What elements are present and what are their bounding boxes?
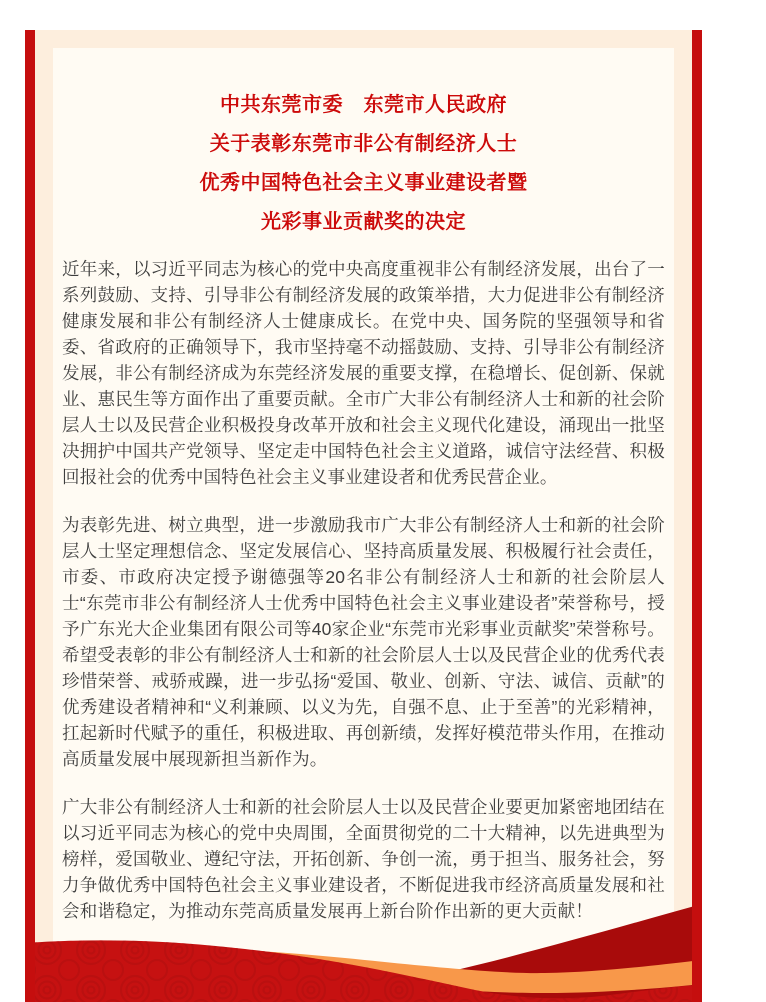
- body-paragraph-2: 为表彰先进、树立典型，进一步激励我市广大非公有制经济人士和新的社会阶层人士坚定理想信念、坚定发展信心、坚持高质量发展、积极履行社会责任，市委、市政府决定授予谢德强等20名非公有制经济人士和新的社会阶层人士“东莞市非公有制经济人士优秀中国特色社会主义事业建设者”荣誉称号，授予广东光大企业集团有限公司等40家企业“东莞市光彩事业贡献奖”荣誉称号。希望受表彰的非公有制经济人士和新的社会阶层人士以及民营企业的优秀代表珍惜荣誉、戒骄戒躁，进一步弘扬“爱国、敬业、创新、守法、诚信、贡献”的优秀建设者精神和“义利兼顾、以义为先，自强不息、止于至善”的光彩精神，扛起新时代赋予的重任，积极进取、再创新绩，发挥好模范带头作用，在推动高质量发展中展现新担当新作为。: [62, 515, 665, 769]
- title-line-1: 中共东莞市委 东莞市人民政府: [220, 94, 507, 116]
- title-line-2: 关于表彰东莞市非公有制经济人士: [209, 133, 518, 155]
- content-panel: [53, 48, 674, 1002]
- body-paragraph-3: 广大非公有制经济人士和新的社会阶层人士以及民营企业要更加紧密地团结在以习近平同志为核心的党中央周围，全面贯彻党的二十大精神，以先进典型为榜样，爱国敬业、遵纪守法，开拓创新、争创一流，勇于担当、服务社会，努力争做优秀中国特色社会主义事业建设者，不断促进我市经济高质量发展和社会和谐稳定，为推动东莞高质量发展再上新台阶作出新的更大贡献！: [62, 797, 665, 921]
- title-line-4: 光彩事业贡献奖的决定: [261, 211, 466, 233]
- bottom-wave-decoration: [25, 890, 702, 1002]
- document-body: [62, 256, 665, 924]
- title-line-3: 优秀中国特色社会主义事业建设者暨: [199, 172, 528, 194]
- document-title: [62, 86, 665, 242]
- announcement-card: [25, 30, 702, 1002]
- body-paragraph-1: 近年来，以习近平同志为核心的党中央高度重视非公有制经济发展，出台了一系列鼓励、支持、引导非公有制经济发展的政策举措，大力促进非公有制经济健康发展和非公有制经济人士健康成长。在党中央、国务院的坚强领导和省委、省政府的正确领导下，我市坚持毫不动摇鼓励、支持、引导非公有制经济发展，非公有制经济成为东莞经济发展的重要支撑，在稳增长、促创新、保就业、惠民生等方面作出了重要贡献。全市广大非公有制经济人士和新的社会阶层人士以及民营企业积极投身改革开放和社会主义现代化建设，涌现出一批坚决拥护中国共产党领导、坚定走中国特色社会主义道路，诚信守法经营、积极回报社会的优秀中国特色社会主义事业建设者和优秀民营企业。: [62, 259, 665, 487]
